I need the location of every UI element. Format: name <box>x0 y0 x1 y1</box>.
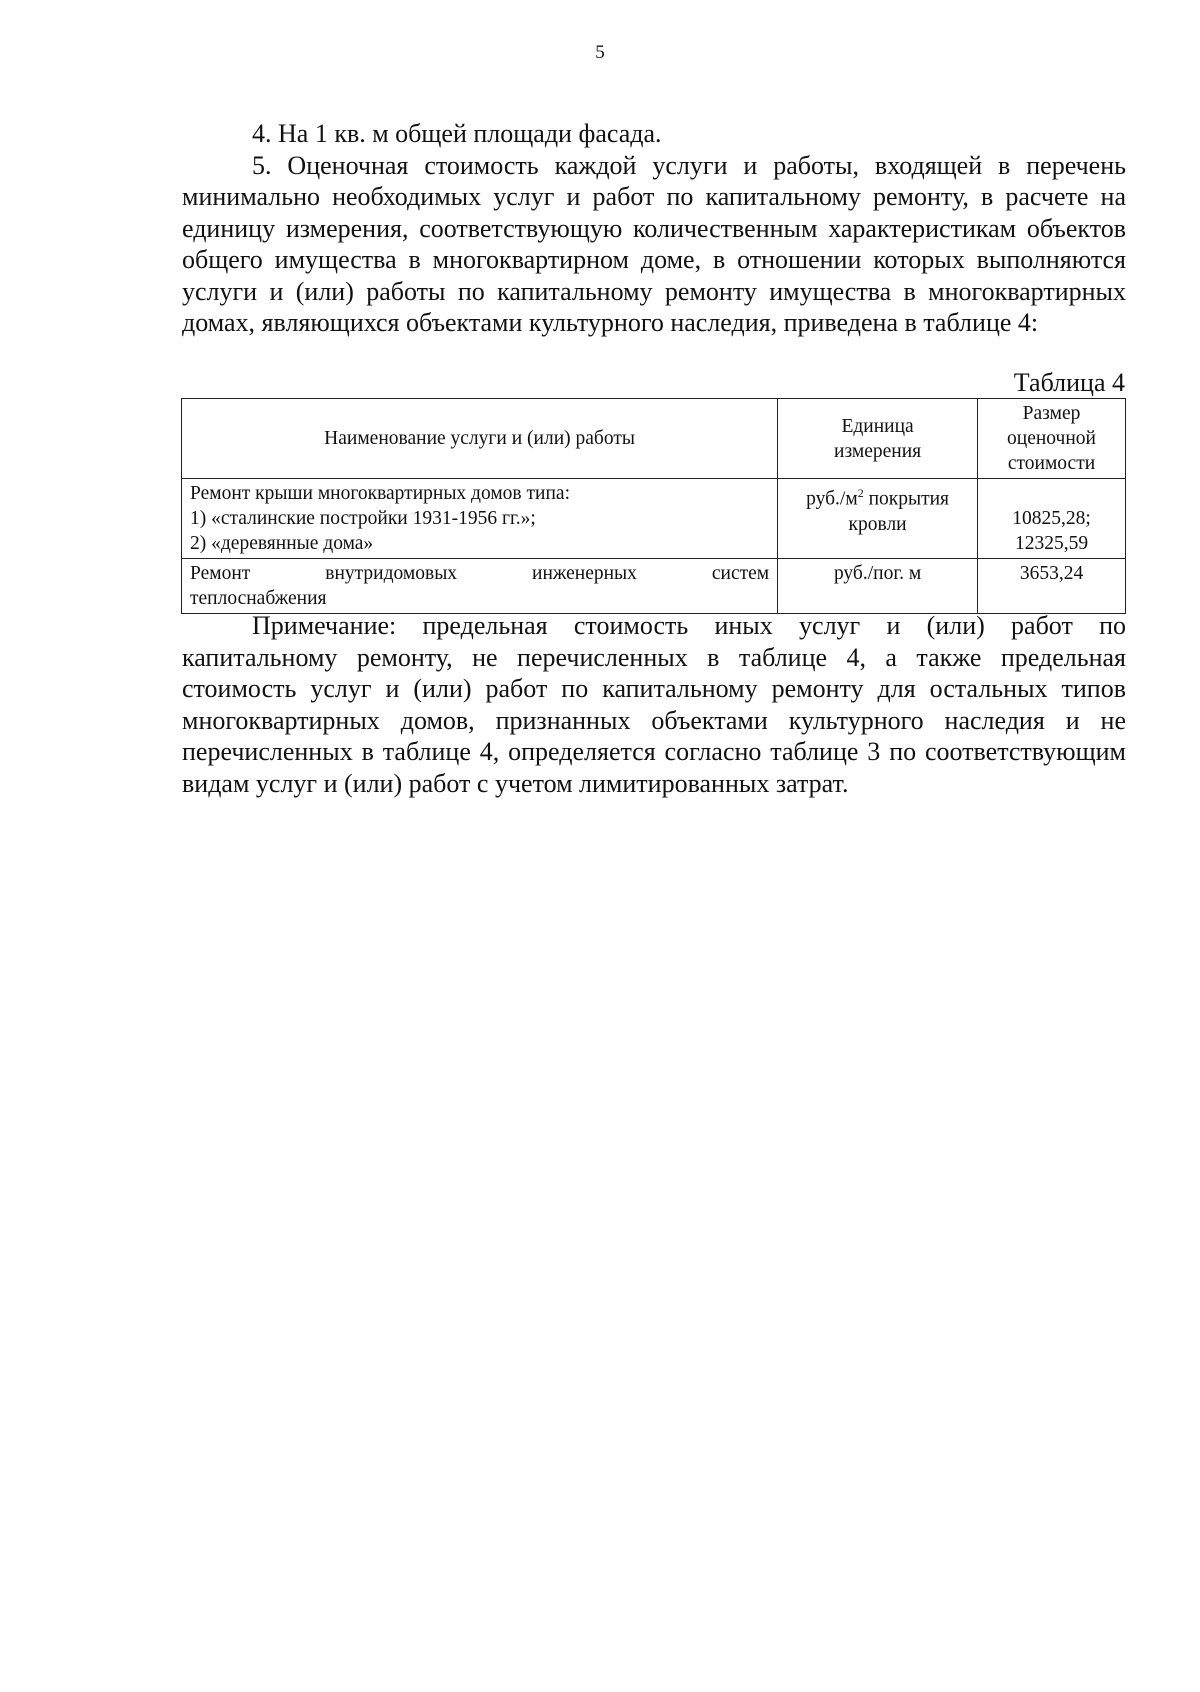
item-5-paragraph: 5. Оценочная стоимость каждой услуги и работы, входящей в перечень минимально необходимых услуг и работ по капитальному ремонту, в расчете на единицу измерения, соответствующую количественным характеристикам объектов общего имущества в многоквартирном доме, в отношении которых выполняются услуги и (или) работы по капитальному ремонту имущества в многоквартирных домах, являющихся объектами культурного наследия, приведена в таблице 4: <box>182 150 1126 337</box>
row1-value1: 10825,28; <box>1012 508 1091 529</box>
cell-unit: руб./пог. м <box>778 559 978 614</box>
cell-unit <box>778 479 978 559</box>
row1-unit-prefix: руб./м <box>806 488 858 510</box>
row1-unit-superscript: 2 <box>857 486 864 500</box>
row2-name-line2: теплоснабжения <box>190 588 327 609</box>
cell-service-name <box>182 479 778 559</box>
row1-value2: 12325,59 <box>1014 533 1089 554</box>
note-block <box>182 610 1126 799</box>
cell-cost: 3653,24 <box>978 559 1126 614</box>
page-number: 5 <box>595 42 605 63</box>
header-service-name: Наименование услуги и (или) работы <box>182 399 778 479</box>
cell-service-name <box>182 559 778 614</box>
cost-table <box>181 398 1126 614</box>
header-unit: Единица измерения <box>778 399 978 479</box>
row2-name-line1: Ремонт внутридомовых инженерных систем <box>190 563 770 584</box>
intro-text <box>182 118 1126 339</box>
item-4-paragraph: 4. На 1 кв. м общей площади фасада. <box>252 119 662 148</box>
row1-name-line2: 1) «сталинские постройки 1931-1956 гг.»; <box>190 508 536 529</box>
cell-cost <box>978 479 1126 559</box>
table-row <box>182 479 1126 559</box>
table-row <box>182 559 1126 614</box>
table-caption: Таблица 4 <box>1013 368 1125 397</box>
table-header-row <box>182 399 1126 479</box>
row1-name-line3: 2) «деревянные дома» <box>190 533 374 554</box>
row1-name-line1: Ремонт крыши многоквартирных домов типа: <box>190 483 570 504</box>
header-cost: Размер оценочной стоимости <box>978 399 1126 479</box>
note-paragraph: Примечание: предельная стоимость иных услуг и (или) работ по капитальному ремонту, не перечисленных в таблице 4, а также предельная стоимость услуг и (или) работ по капитальному ремонту для остальных типов многоквартирных домов, признанных объектами культурного наследия и не перечисленных в таблице 4, определяется согласно таблице 3 по соответствующим видам услуг и (или) работ с учетом лимитированных затрат. <box>182 611 1126 798</box>
row1-unit-suffix: покрытия кровли <box>848 488 949 535</box>
